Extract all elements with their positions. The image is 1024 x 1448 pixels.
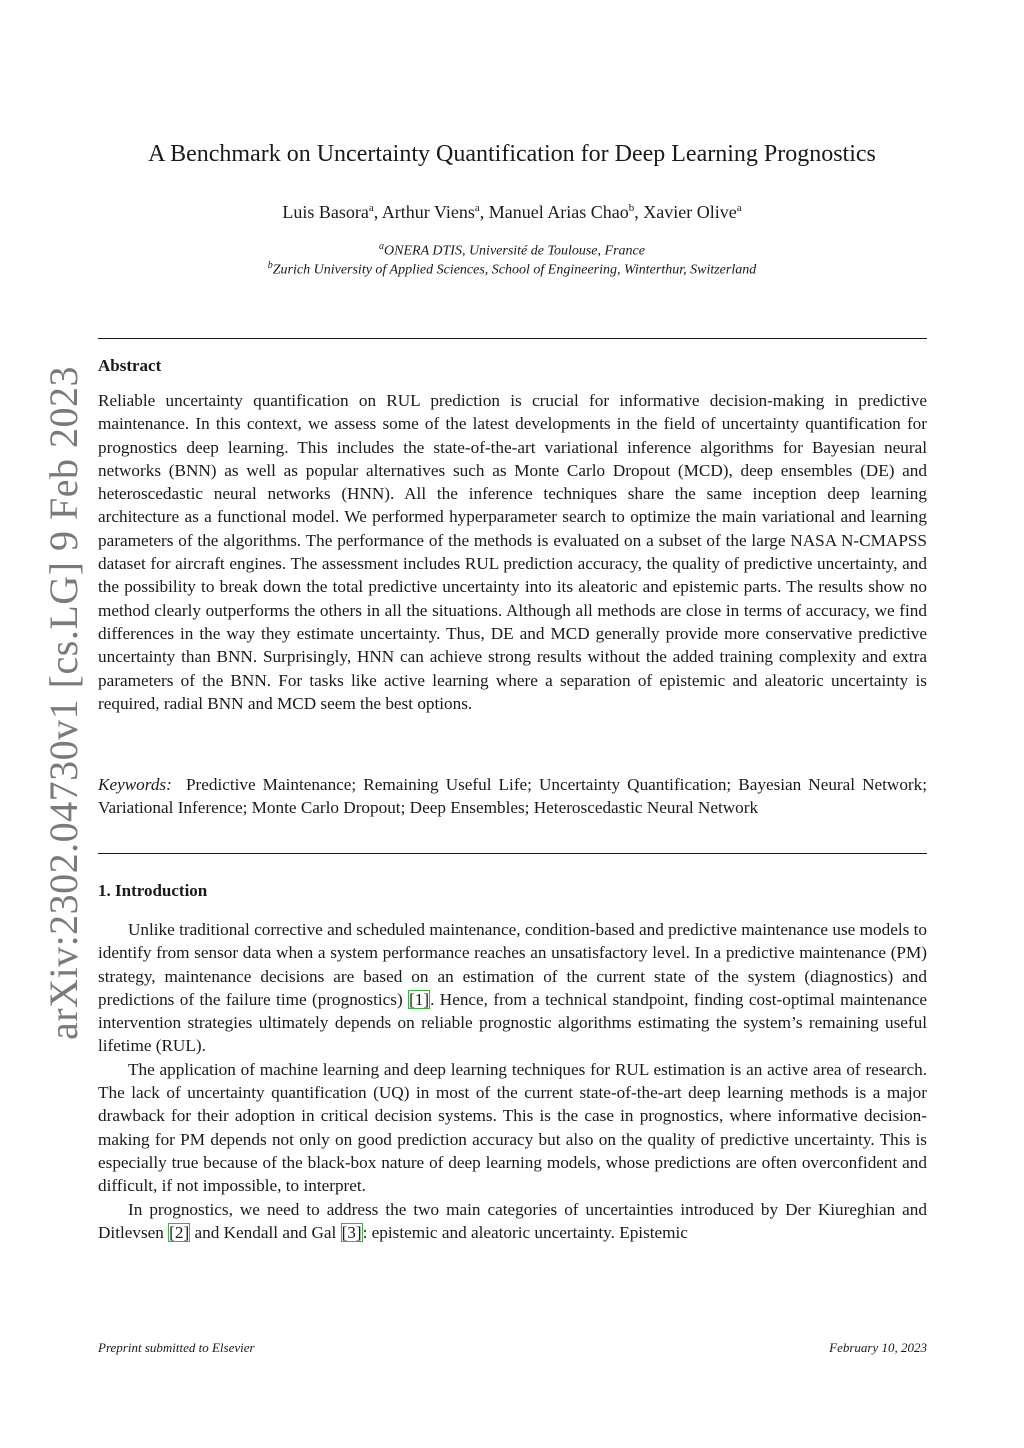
keywords-label: Keywords:: [98, 775, 172, 794]
author-affiliation-mark: a: [736, 202, 742, 214]
paragraph-text: Unlike traditional corrective and scheduled maintenance, condition-based and predictive maintenance use models to identify from sensor data when a system performance reaches an unsatisfactory level. In a predictive maintenance (PM) strategy, maintenance decisions are based on an estimation of the current state of the system (diagnostics) and predictions of the failure time (prognostics): [98, 920, 927, 1009]
author-affiliation-mark: a: [368, 202, 374, 214]
divider-top: [98, 338, 927, 339]
footer-date: February 10, 2023: [829, 1340, 927, 1355]
keywords: [98, 773, 927, 820]
affiliation-mark: a: [379, 241, 385, 252]
author-name: Manuel Arias Chao: [488, 202, 629, 222]
author-list: Luis Basora$^a$, Arthur Viens$^a$, Manuel Arias Chao$^b$, Xavier Olive$^a$: [282, 202, 742, 222]
paragraph: [98, 1198, 927, 1245]
affiliation-b: [0, 260, 1024, 279]
author-name: Luis Basora: [282, 202, 369, 222]
paper-title: A Benchmark on Uncertainty Quantification for Deep Learning Prognostics: [148, 141, 876, 167]
arxiv-identifier[interactable]: arXiv:2302.04730v1 [cs.LG] 9 Feb 2023: [41, 366, 86, 1040]
section-heading-introduction: 1. Introduction: [98, 881, 208, 900]
affiliation-text: Zurich University of Applied Sciences, School of Engineering, Winterthur, Switzerland: [272, 262, 757, 278]
keywords-text: Predictive Maintenance; Remaining Useful Life; Uncertainty Quantification; Bayesian Neural Network; Variational Inference; Monte Carlo Dropout; Deep Ensembles; Heteroscedastic Neural Network: [98, 775, 928, 818]
paragraph-text: and Kendall and Gal: [190, 1222, 341, 1242]
abstract-text: Reliable uncertainty quantification on RUL prediction is crucial for informative decision-making in predictive maintenance. In this context, we assess some of the latest developments in the field of uncertainty quantification for prognostics deep learning. This includes the state-of-the-art variational inference algorithms for Bayesian neural networks (BNN) as well as popular alternatives such as Monte Carlo Dropout (MCD), deep ensembles (DE) and heteroscedastic neural networks (HNN). All the inference techniques share the same inception deep learning architecture as a functional model. We performed hyperparameter search to optimize the main variational and learning parameters of the algorithms. The performance of the methods is evaluated on a subset of the large NASA N-CMAPSS dataset for aircraft engines. The assessment includes RUL prediction accuracy, the quality of predictive uncertainty, and the possibility to break down the total predictive uncertainty into its aleatoric and epistemic parts. The results show no method clearly outperforms the others in all the situations. Although all methods are close in terms of accuracy, we find differences in the way they estimate uncertainty. Thus, DE and MCD generally provide more conservative predictive uncertainty than BNN. Surprisingly, HNN can achieve strong results without the added training complexity and extra parameters of the BNN. For tasks like active learning where a separation of epistemic and aleatoric uncertainty is required, radial BNN and MCD seem the best options.: [98, 391, 927, 713]
citation-link[interactable]: [1]: [409, 989, 430, 1009]
paragraph-text: In prognostics, we need to address the two main categories of uncertainties introduced by Der Kiureghian and Ditlevsen: [98, 1199, 927, 1242]
paragraph-text: . Hence, from a technical standpoint, finding cost-optimal maintenance intervention strategies ultimately depends on reliable prognostic algorithms estimating the system’s remaining useful lifetime (RUL).: [98, 989, 928, 1056]
paragraph-text: : epistemic and aleatoric uncertainty. Epistemic: [362, 1222, 688, 1242]
introduction-body: [98, 918, 927, 1244]
paragraph: The application of machine learning and deep learning techniques for RUL estimation is an active area of research. The lack of uncertainty quantification (UQ) in most of the current state-of-the-art deep learning methods is a major drawback for their adoption in critical decision systems. This is the case in prognostics, where informative decision-making for PM depends not only on good prediction accuracy but also on the quality of predictive uncertainty. This is especially true because of the black-box nature of deep learning models, whose predictions are often overconfident and difficult, if not impossible, to interpret.: [98, 1059, 927, 1196]
paragraph: [98, 918, 927, 1058]
footer-preprint-note: Preprint submitted to Elsevier: [98, 1340, 255, 1355]
abstract-heading: Abstract: [98, 356, 162, 375]
divider-bottom: [98, 853, 927, 854]
author-affiliation-mark: b: [628, 202, 635, 214]
author-name: Xavier Olive: [643, 202, 737, 222]
citation-link[interactable]: [2]: [169, 1222, 190, 1242]
affiliation-text: ONERA DTIS, Université de Toulouse, France: [384, 243, 645, 259]
affiliation-a: [0, 241, 1024, 260]
author-name: Arthur Viens: [381, 202, 475, 222]
affiliation-mark: b: [267, 260, 273, 271]
citation-link[interactable]: [3]: [341, 1222, 362, 1242]
author-affiliation-mark: a: [474, 202, 480, 214]
